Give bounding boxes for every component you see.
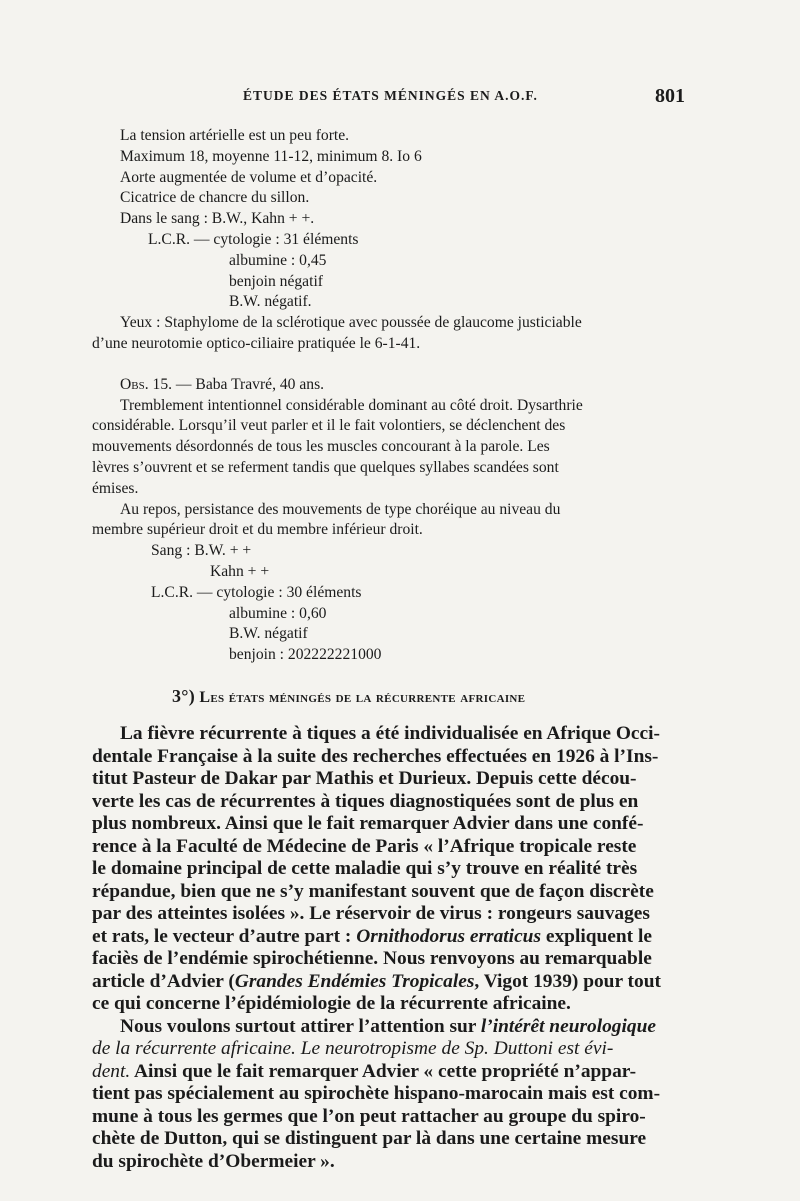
text-line: titut Pasteur de Dakar par Mathis et Durieux. Depuis cette décou- — [92, 768, 637, 789]
running-head — [0, 85, 800, 112]
text-line: Kahn + + — [210, 562, 270, 580]
text-line: B.W. négatif — [229, 625, 308, 643]
text-line: albumine : 0,60 — [229, 604, 327, 622]
text-line: Maximum 18, moyenne 11-12, minimum 8. Io 6 — [120, 147, 422, 165]
text-line: albumine : 0,45 — [229, 251, 327, 269]
text-run: Nous voulons surtout attirer l’attention sur — [120, 1015, 481, 1037]
section-title: Les états méningés de la récurrente africaine — [199, 689, 526, 706]
species-name: Ornithodorus erraticus — [356, 925, 542, 947]
text-line: émises. — [92, 479, 139, 497]
text-line: verte les cas de récurrentes à tiques diagnostiquées sont de plus en — [92, 790, 639, 812]
text-line: benjoin négatif — [229, 272, 323, 290]
text-run: expliquent le — [541, 925, 652, 947]
text-line: Tremblement intentionnel considérable dominant au côté droit. Dysarthrie — [120, 396, 583, 414]
text-run: article d’Advier ( — [92, 970, 235, 992]
text-line: mune à tous les germes que l’on peut rattacher au groupe du spiro- — [92, 1105, 646, 1127]
running-head-title: ÉTUDE DES ÉTATS MÉNINGÉS EN A.O.F. — [243, 88, 538, 103]
text-line: chète de Dutton, qui se distinguent par là dans une certaine mesure — [92, 1128, 647, 1149]
paragraph-gap — [92, 355, 702, 375]
text-line: L.C.R. — cytologie : 30 éléments — [151, 583, 362, 601]
case-notes — [92, 126, 702, 666]
text-line: La tension artérielle est un peu forte. — [120, 127, 350, 144]
text-line: Dans le sang : B.W., Kahn + +. — [120, 210, 315, 228]
text-line: Sang : B.W. + + — [151, 542, 252, 560]
section-number: 3°) — [172, 686, 196, 706]
text-run: et rats, le vecteur d’autre part : — [92, 925, 357, 947]
text-line — [92, 1061, 684, 1084]
section-heading — [172, 686, 772, 707]
text-line: Au repos, persistance des mouvements de type choréique au niveau du — [120, 500, 561, 518]
text-line: le domaine principal de cette maladie qui s’y trouve en réalité très — [92, 858, 638, 879]
text-line: considérable. Lorsqu’il veut parler et il le fait volontiers, se déclenchent des — [92, 417, 566, 435]
text-line: B.W. négatif. — [229, 293, 312, 311]
text-line: par des atteintes isolées ». Le réservoir de virus : rongeurs sauvages — [92, 903, 650, 924]
text-line: tient pas spécialement au spirochète hispano-marocain mais est com- — [92, 1083, 661, 1104]
observation-heading — [92, 375, 702, 396]
text-line: Aorte augmentée de volume et d’opacité. — [120, 168, 378, 186]
text-line: membre supérieur droit et du membre inférieur droit. — [92, 521, 423, 539]
text-run: Ainsi que le fait remarquer Advier « cette propriété n’appar- — [130, 1060, 637, 1082]
page-number: 801 — [655, 85, 685, 107]
text-line: faciès de l’endémie spirochétienne. Nous renvoyons au remarquable — [92, 948, 652, 969]
text-line: plus nombreux. Ainsi que le fait remarquer Advier dans une confé- — [92, 813, 644, 834]
text-line: du spirochète d’Obermeier ». — [92, 1150, 335, 1172]
text-run: , Vigot 1939) pour tout — [474, 970, 661, 992]
text-line: de la récurrente africaine. Le neurotropisme de Sp. Duttoni est évi- — [92, 1038, 614, 1059]
text-line: d’une neurotomie optico-ciliaire pratiquée le 6-1-41. — [92, 334, 421, 352]
text-line: ce qui concerne l’épidémiologie de la récurrente africaine. — [92, 993, 571, 1014]
emphasis-run: l’intérêt neurologique — [480, 1015, 656, 1037]
text-line — [92, 1016, 684, 1039]
book-title: Grandes Endémies Tropicales — [234, 970, 475, 992]
emphasis-run: dent. — [92, 1060, 131, 1082]
text-line: rence à la Faculté de Médecine de Paris « l’Afrique tropicale reste — [92, 835, 637, 857]
text-line: La fièvre récurrente à tiques a été individualisée en Afrique Occi- — [120, 723, 660, 744]
body-text — [92, 723, 684, 1173]
text-line: dentale Française à la suite des recherches effectuées en 1926 à l’Ins- — [92, 745, 659, 767]
text-line: lèvres s’ouvrent et se referment tandis que quelques syllabes scandées sont — [92, 458, 559, 476]
text-line: Cicatrice de chancre du sillon. — [120, 189, 310, 207]
obs-title: 15. — Baba Travré, 40 ans. — [152, 375, 325, 393]
text-line — [92, 971, 684, 994]
obs-label: Obs. — [120, 375, 149, 393]
text-line: benjoin : 202222221000 — [229, 646, 382, 664]
text-line: L.C.R. — cytologie : 31 éléments — [148, 230, 359, 248]
text-line — [92, 926, 684, 949]
text-line: Yeux : Staphylome de la sclérotique avec poussée de glaucome justiciable — [120, 314, 582, 332]
text-line: répandue, bien que ne s’y manifestant souvent que de façon discrète — [92, 880, 654, 902]
text-line: mouvements désordonnés de tous les muscles concourant à la parole. Les — [92, 438, 550, 456]
